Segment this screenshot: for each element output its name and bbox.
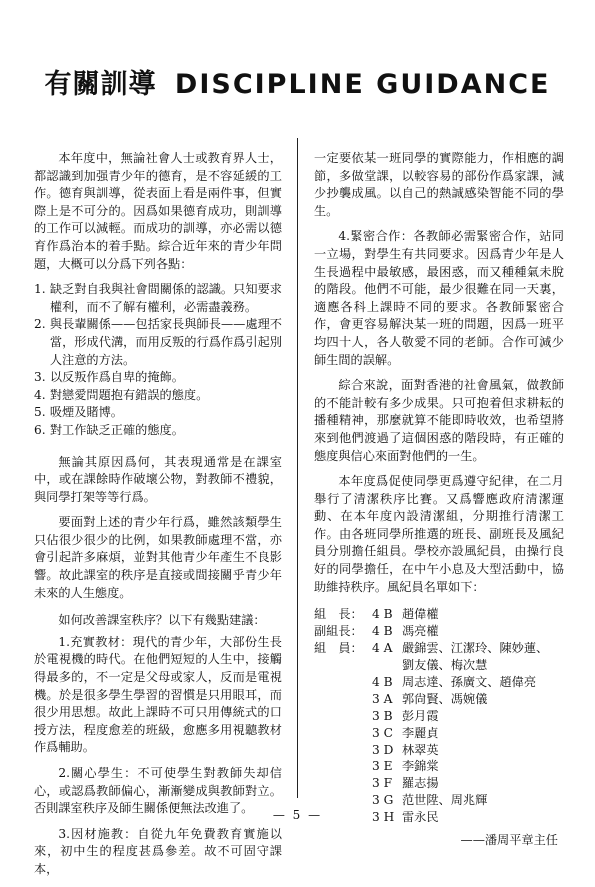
intro-paragraph: 本年度中，無論社會人士或教育界人士，都認識到加强青少年的德育，是不容延緩的工作。德育與訓導，從表面上看是兩件事，但實際上是不可分的。因爲如果德育成功，則訓導的工作可以減輕。而成功的訓導，亦必需以德育作爲治本的着手點。綜合近年來的青少年問題，大概可以分爲下列各點： (34, 151, 282, 271)
problem-list (34, 281, 282, 439)
list-item: 4. 對戀愛問題抱有錯誤的態度。 (34, 387, 209, 402)
roster-row: 組 長： 4 B 趙偉權 (314, 607, 439, 622)
suggestion-paragraph: 3.因材施教：自從九年免費教育實施以來，初中生的程度甚爲參差。故不可固守課本， (34, 826, 282, 876)
roster-row: 副組長： 4 B 馮亮權 (314, 624, 439, 639)
roster-row: 3 E 李錦棠 (372, 759, 439, 774)
list-item: 2. 與長輩關係——包括家長與師長——處理不當，形成代溝，而用反叛的行爲作爲引起別人注意的方法。 (34, 317, 282, 367)
roster-row: 4 B 周志達、孫廣文、趙偉亮 (372, 674, 537, 689)
roster-row: 3 B 彭月霞 (372, 708, 439, 723)
title-chinese: 有關訓導 (44, 69, 157, 100)
body-paragraph: 無論其原因爲何，其表現通常是在課室中，或在課餘時作破壞公物，對教師不禮貌，與同學打架等等行爲。 (34, 454, 282, 504)
roster-row: 3 D 林翠英 (372, 742, 439, 757)
left-column (34, 150, 282, 887)
title-english: DISCIPLINE GUIDANCE (174, 69, 551, 100)
column-divider (297, 138, 298, 798)
list-item: 3. 以反叛作爲自卑的掩飾。 (34, 370, 184, 385)
list-item: 5. 吸煙及賭博。 (34, 405, 123, 420)
page-number: — 5 — (272, 808, 323, 822)
roster-row: 3 F 羅志揚 (372, 776, 439, 791)
suggestion-paragraph: 4.緊密合作：各教師必需緊密合作，站同一立場，對學生有共同要求。因爲青少年是人生長過程中最敏感，最困惑，而又種種氣未脫的階段。他們不可能，最少很難在同一天裏，適應各科上課時不同的要求。各教師緊密合作，會更容易解決某一班的問題，因爲一班平均四十人，各人敬愛不同的老師。合作可減少師生間的誤解。 (314, 229, 564, 367)
roster-row: 組 員： 4 A 嚴錦雲、江潔玲、陳妙蓮、 (314, 641, 549, 656)
author-signature: ——潘周平章主任 (460, 833, 558, 848)
body-paragraph: 要面對上述的青少年行爲，雖然該類學生只佔很少很少的比例，如果教師處理不當，亦會引起許多麻煩，並對其他青少年產生不良影響。故此課室的秩序是直接或間接關乎青少年未來的人生態度。 (34, 515, 282, 600)
list-item: 6. 對工作缺乏正確的態度。 (34, 422, 184, 437)
page-title (0, 62, 595, 101)
prefect-roster (314, 606, 564, 826)
roster-row: 3 A 郭尙賢、馮婉儀 (372, 691, 488, 706)
suggestion-paragraph: 1.充實教材：現代的青少年，大部份生長於電視機的時代。在他們短短的人生中，接觸得最多的，不一定是父母或家人，反而是電視機。於是很多學生學習的習慣是只用眼耳，而很少用思想。故此上課時不可只用傳統式的口授方法，程度愈差的班級，愈應多用視聽教材作爲輔助。 (34, 634, 282, 755)
roster-row: 3 C 李麗貞 (372, 725, 439, 740)
roster-row: 3 H 雷永民 (372, 810, 439, 825)
roster-row: 劉友儀、梅次慧 (402, 657, 488, 672)
suggestion-paragraph: 2.關心學生：不可使學生對教師失却信心，或認爲教師偏心，漸漸變成與教師對立。否則課室秩序及師生關係便無法改進了。 (34, 766, 282, 816)
right-column (314, 150, 564, 850)
continued-paragraph: 一定要依某一班同學的實際能力，作相應的調節，多做堂課，以較容易的部份作爲家課，減少抄襲成風。以自己的熱誠感染智能不同的學生。 (314, 151, 564, 218)
suggestions-heading: 如何改善課室秩序？以下有幾點建議： (58, 613, 266, 628)
list-item: 1. 缺乏對自我與社會間關係的認識。只知要求權利，而不了解有權利，必需盡義務。 (34, 282, 282, 314)
summary-paragraph: 綜合來說，面對香港的社會風氣，做教師的不能計較有多少成果。只可抱着但求耕耘的播種精神，那麼就算不能即時收效，也希望將來到他們渡過了這個困惑的階段時，有正確的態度與信心來面對他們的一生。 (314, 378, 564, 463)
prefect-paragraph: 本年度爲促使同學更爲遵守紀律，在二月舉行了清潔秩序比賽。又爲響應政府清潔運動、在本年度內設清潔組，分期推行清潔工作。由各班同學所推選的班長、副班長及風紀員分別擔任組員。學校亦設風紀員，由操行良好的同學擔任，在中午小息及大型活動中，協助維持秩序。風紀員名單如下： (314, 474, 564, 594)
roster-row: 3 G 范世陞、周兆輝 (372, 793, 488, 808)
